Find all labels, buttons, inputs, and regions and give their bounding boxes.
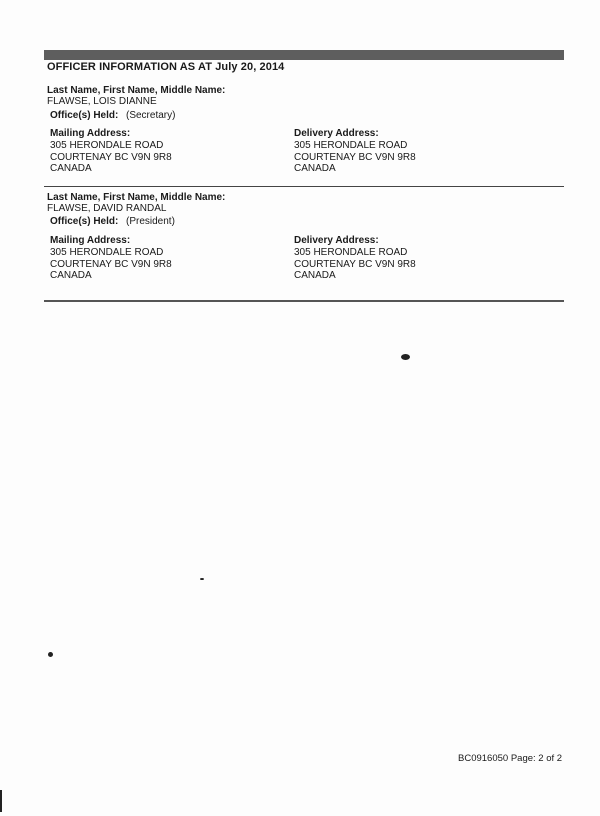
office-held: (President) (126, 216, 175, 227)
delivery-address-label: Delivery Address: (294, 128, 379, 139)
address-line: COURTENAY BC V9N 9R8 (50, 258, 172, 270)
mailing-address (50, 247, 172, 282)
delivery-address (294, 140, 416, 175)
address-line: COURTENAY BC V9N 9R8 (50, 151, 172, 163)
section-title: OFFICER INFORMATION AS AT July 20, 2014 (47, 61, 285, 73)
mailing-address (50, 140, 172, 175)
name-label: Last Name, First Name, Middle Name: (47, 192, 226, 203)
delivery-address-label: Delivery Address: (294, 235, 379, 246)
divider (44, 186, 564, 187)
office-label: Office(s) Held: (50, 110, 119, 121)
divider (44, 300, 564, 302)
officer-name: FLAWSE, LOIS DIANNE (47, 96, 157, 107)
address-line: COURTENAY BC V9N 9R8 (294, 151, 416, 163)
delivery-address (294, 247, 416, 282)
address-line: CANADA (50, 270, 92, 281)
scan-speck (48, 652, 53, 657)
officer-name: FLAWSE, DAVID RANDAL (47, 203, 167, 214)
scan-speck (401, 354, 410, 360)
address-line: CANADA (50, 163, 92, 174)
mailing-address-label: Mailing Address: (50, 128, 131, 139)
scan-speck (200, 578, 204, 580)
address-line: 305 HERONDALE ROAD (294, 247, 408, 258)
page-footer: BC0916050 Page: 2 of 2 (458, 753, 563, 764)
address-line: CANADA (294, 163, 336, 174)
mailing-address-label: Mailing Address: (50, 235, 131, 246)
address-line: 305 HERONDALE ROAD (294, 140, 408, 151)
office-label: Office(s) Held: (50, 216, 119, 227)
scan-speck (0, 790, 2, 812)
address-line: CANADA (294, 270, 336, 281)
header-bar (44, 50, 564, 60)
office-held: (Secretary) (126, 110, 176, 121)
address-line: 305 HERONDALE ROAD (50, 247, 164, 258)
address-line: 305 HERONDALE ROAD (50, 140, 164, 151)
address-line: COURTENAY BC V9N 9R8 (294, 258, 416, 270)
name-label: Last Name, First Name, Middle Name: (47, 85, 226, 96)
